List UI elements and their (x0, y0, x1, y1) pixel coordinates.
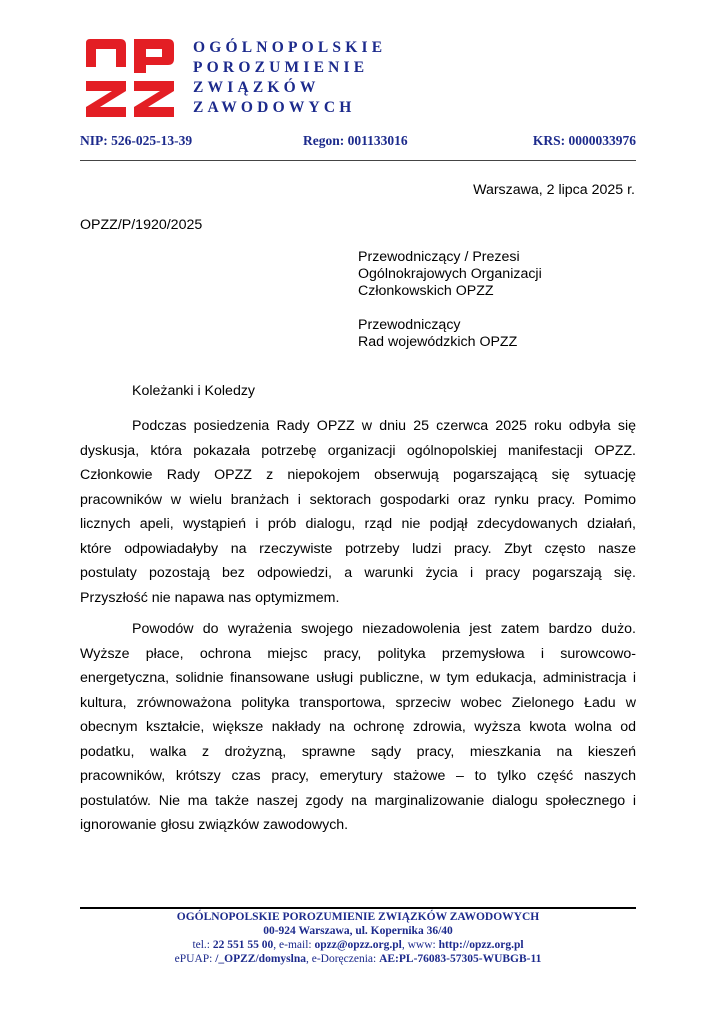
paragraph-line: Przyszłość nie napawa nas optymizmem. (80, 589, 340, 606)
greeting: Koleżanki i Koledzy (132, 383, 256, 399)
website-link[interactable]: http://opzz.org.pl (438, 939, 524, 951)
epuap-address: /_OPZZ/domyslna (215, 953, 306, 965)
paragraph-line: ignorowanie głosu związków zawodowych. (80, 817, 349, 833)
recipient-line: Rad wojewódzkich OPZZ (358, 334, 518, 350)
email-label: , e-mail: (273, 939, 315, 951)
phone-number: 22 551 55 00 (212, 939, 274, 951)
org-name-line: POROZUMIENIE (193, 59, 369, 76)
recipient-line: Przewodniczący / Prezesi (358, 249, 520, 265)
regon-number: Regon: 001133016 (303, 133, 408, 148)
paragraph-line: obecnym kształcie, większe nakłady na ochronę zdrowia, wyższa kwota wolna od (80, 719, 636, 735)
footer-org-name: OGÓLNOPOLSKIE POROZUMIENIE ZWIĄZKÓW ZAWODOWYCH (176, 911, 540, 923)
paragraph-line: energetyczna, solidnie finansowane usługi publiczne, w tym edukacja, administracja i (80, 670, 636, 686)
paragraph-line: licznych apeli, wystąpień i prób dialogu, rząd nie podjął zdecydowanych działań, (80, 516, 636, 532)
paragraph-line: pracowników, krótszy czas pracy, emerytury stażowe – to tylko część naszych (80, 768, 636, 784)
org-name-line: OGÓLNOPOLSKIE (193, 39, 387, 56)
paragraph-line: Członkowie Rady OPZZ z niepokojem obserwują pogarszającą się sytuację (80, 467, 636, 483)
paragraph-line: które odpowiadałyby na rzeczywiste potrzeby ludzi pracy. Zbyt często nasze (80, 540, 636, 557)
krs-number: KRS: 0000033976 (532, 133, 636, 148)
registration-ids (80, 133, 636, 151)
edoreczenia-label: , e-Doręczenia: (305, 953, 380, 965)
paragraph-line: kultura, zrównoważona polityka transportowa, sprzeciw wobec Zielonego Ładu w (80, 694, 636, 711)
epuap-label: ePUAP: (174, 953, 216, 965)
header-divider (80, 160, 636, 161)
nip-number: NIP: 526-025-13-39 (80, 133, 193, 148)
org-name-line: ZAWODOWYCH (193, 99, 356, 116)
paragraph-line: dyskusja, która pokazała potrzebę organizacji ogólnopolskiej manifestacji OPZZ. (80, 442, 636, 459)
tel-label: tel.: (192, 939, 213, 951)
reference-number: OPZZ/P/1920/2025 (80, 217, 203, 233)
recipients-block (358, 249, 542, 351)
paragraph-line: postulaty pozostają bez odpowiedzi, a warunki życia i pracy pogarszają się. (80, 565, 636, 581)
body-paragraph-2 (80, 617, 636, 838)
paragraph-line: Wyższe płace, ochrona miejsc pracy, polityka przemysłowa i surowcowo- (80, 645, 636, 662)
letter-date: Warszawa, 2 lipca 2025 r. (473, 182, 635, 198)
email-link[interactable]: opzz@opzz.org.pl (314, 939, 402, 951)
paragraph-line: podatku, walka z drożyzną, sprawne sądy pracy, mieszkania na kieszeń (80, 743, 636, 760)
www-label: , www: (401, 939, 439, 951)
edoreczenia-address: AE:PL-76083-57305-WUBGB-11 (379, 953, 542, 965)
paragraph-line: pracowników w wielu branżach i sektorach gospodarki oraz rynku pracy. Pomimo (80, 491, 636, 508)
recipient-line: Ogólnokrajowych Organizacji (358, 266, 542, 282)
recipient-line: Członkowskich OPZZ (358, 283, 494, 299)
paragraph-line: postulatów. Nie ma także naszej zgody na marginalizowanie dialogu społecznego i (80, 792, 636, 809)
footer (80, 910, 636, 966)
footer-epuap-line (80, 952, 636, 966)
body-paragraph-1 (80, 414, 636, 610)
opzz-logo (82, 37, 178, 119)
footer-divider (80, 907, 636, 909)
footer-address: 00-924 Warszawa, ul. Kopernika 36/40 (263, 925, 453, 937)
org-name-line: ZWIĄZKÓW (193, 79, 320, 96)
recipient-spacer (358, 300, 542, 317)
paragraph-line: Podczas posiedzenia Rady OPZZ w dniu 25 czerwca 2025 roku odbyła się (132, 418, 636, 434)
recipient-line: Przewodniczący (358, 317, 461, 333)
footer-contact-line (80, 938, 636, 952)
paragraph-line: Powodów do wyrażenia swojego niezadowolenia jest zatem bardzo dużo. (132, 621, 636, 637)
organization-name (193, 38, 386, 118)
